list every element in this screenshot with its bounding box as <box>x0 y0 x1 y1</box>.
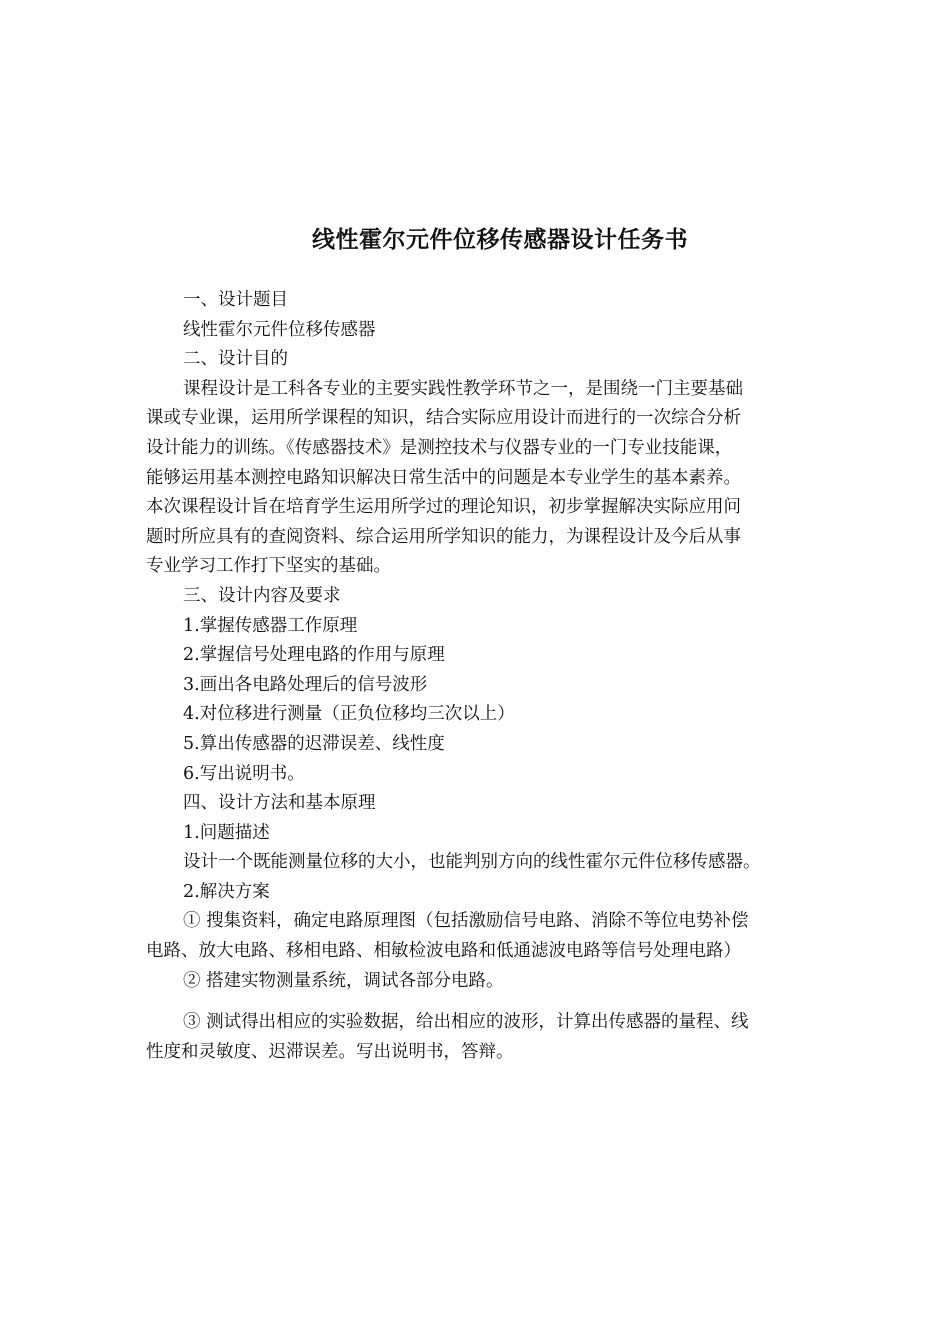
purpose-line-2: 课或专业课，运用所学课程的知识，结合实际应用设计而进行的一次综合分析 <box>146 408 741 429</box>
section-heading-2: 二、设计目的 <box>183 349 288 370</box>
solution-step-1-line-2: 电路、放大电路、移相电路、相敏检波电路和低通滤波电路等信号处理电路） <box>146 941 741 962</box>
document-body <box>146 286 808 1067</box>
purpose-line-6: 题时所应具有的查阅资料、综合运用所学知识的能力，为课程设计及今后从事 <box>146 526 741 547</box>
design-topic: 线性霍尔元件位移传感器 <box>183 319 376 340</box>
problem-description: 设计一个既能测量位移的大小，也能判别方向的线性霍尔元件位移传感器。 <box>183 852 761 873</box>
requirement-item-4: 4.对位移进行测量（正负位移均三次以上） <box>183 704 515 725</box>
solution-step-2: ② 搭建实物测量系统，调试各部分电路。 <box>183 970 504 991</box>
section-heading-3: 三、设计内容及要求 <box>183 585 341 606</box>
requirement-item-1: 1.掌握传感器工作原理 <box>183 615 358 636</box>
solution-step-3-line-2: 性度和灵敏度、迟滞误差。写出说明书，答辩。 <box>146 1041 514 1062</box>
subheading-problem: 1.问题描述 <box>183 822 270 843</box>
solution-step-1-line-1: ① 搜集资料，确定电路原理图（包括激励信号电路、消除不等位电势补偿 <box>183 911 749 932</box>
requirement-item-5: 5.算出传感器的迟滞误差、线性度 <box>183 733 445 754</box>
requirement-item-6: 6.写出说明书。 <box>183 763 305 784</box>
subheading-solution: 2.解决方案 <box>183 881 270 902</box>
requirement-item-3: 3.画出各电路处理后的信号波形 <box>183 674 428 695</box>
section-heading-4: 四、设计方法和基本原理 <box>183 793 376 814</box>
purpose-line-3: 设计能力的训练。《传感器技术》是测控技术与仪器专业的一门专业技能课， <box>146 437 733 458</box>
purpose-line-1: 课程设计是工科各专业的主要实践性教学环节之一，是围绕一门主要基础 <box>183 378 743 399</box>
purpose-line-7: 专业学习工作打下坚实的基础。 <box>146 556 391 577</box>
purpose-line-4: 能够运用基本测控电路知识解决日常生活中的问题是本专业学生的基本素养。 <box>146 467 741 488</box>
solution-step-3-line-1: ③ 测试得出相应的实验数据，给出相应的波形，计算出传感器的量程、线 <box>183 1012 749 1033</box>
requirement-item-2: 2.掌握信号处理电路的作用与原理 <box>183 645 445 666</box>
document-title: 线性霍尔元件位移传感器设计任务书 <box>312 227 688 253</box>
section-heading-1: 一、设计题目 <box>183 290 288 310</box>
purpose-line-5: 本次课程设计旨在培育学生运用所学过的理论知识，初步掌握解决实际应用问 <box>146 497 741 518</box>
